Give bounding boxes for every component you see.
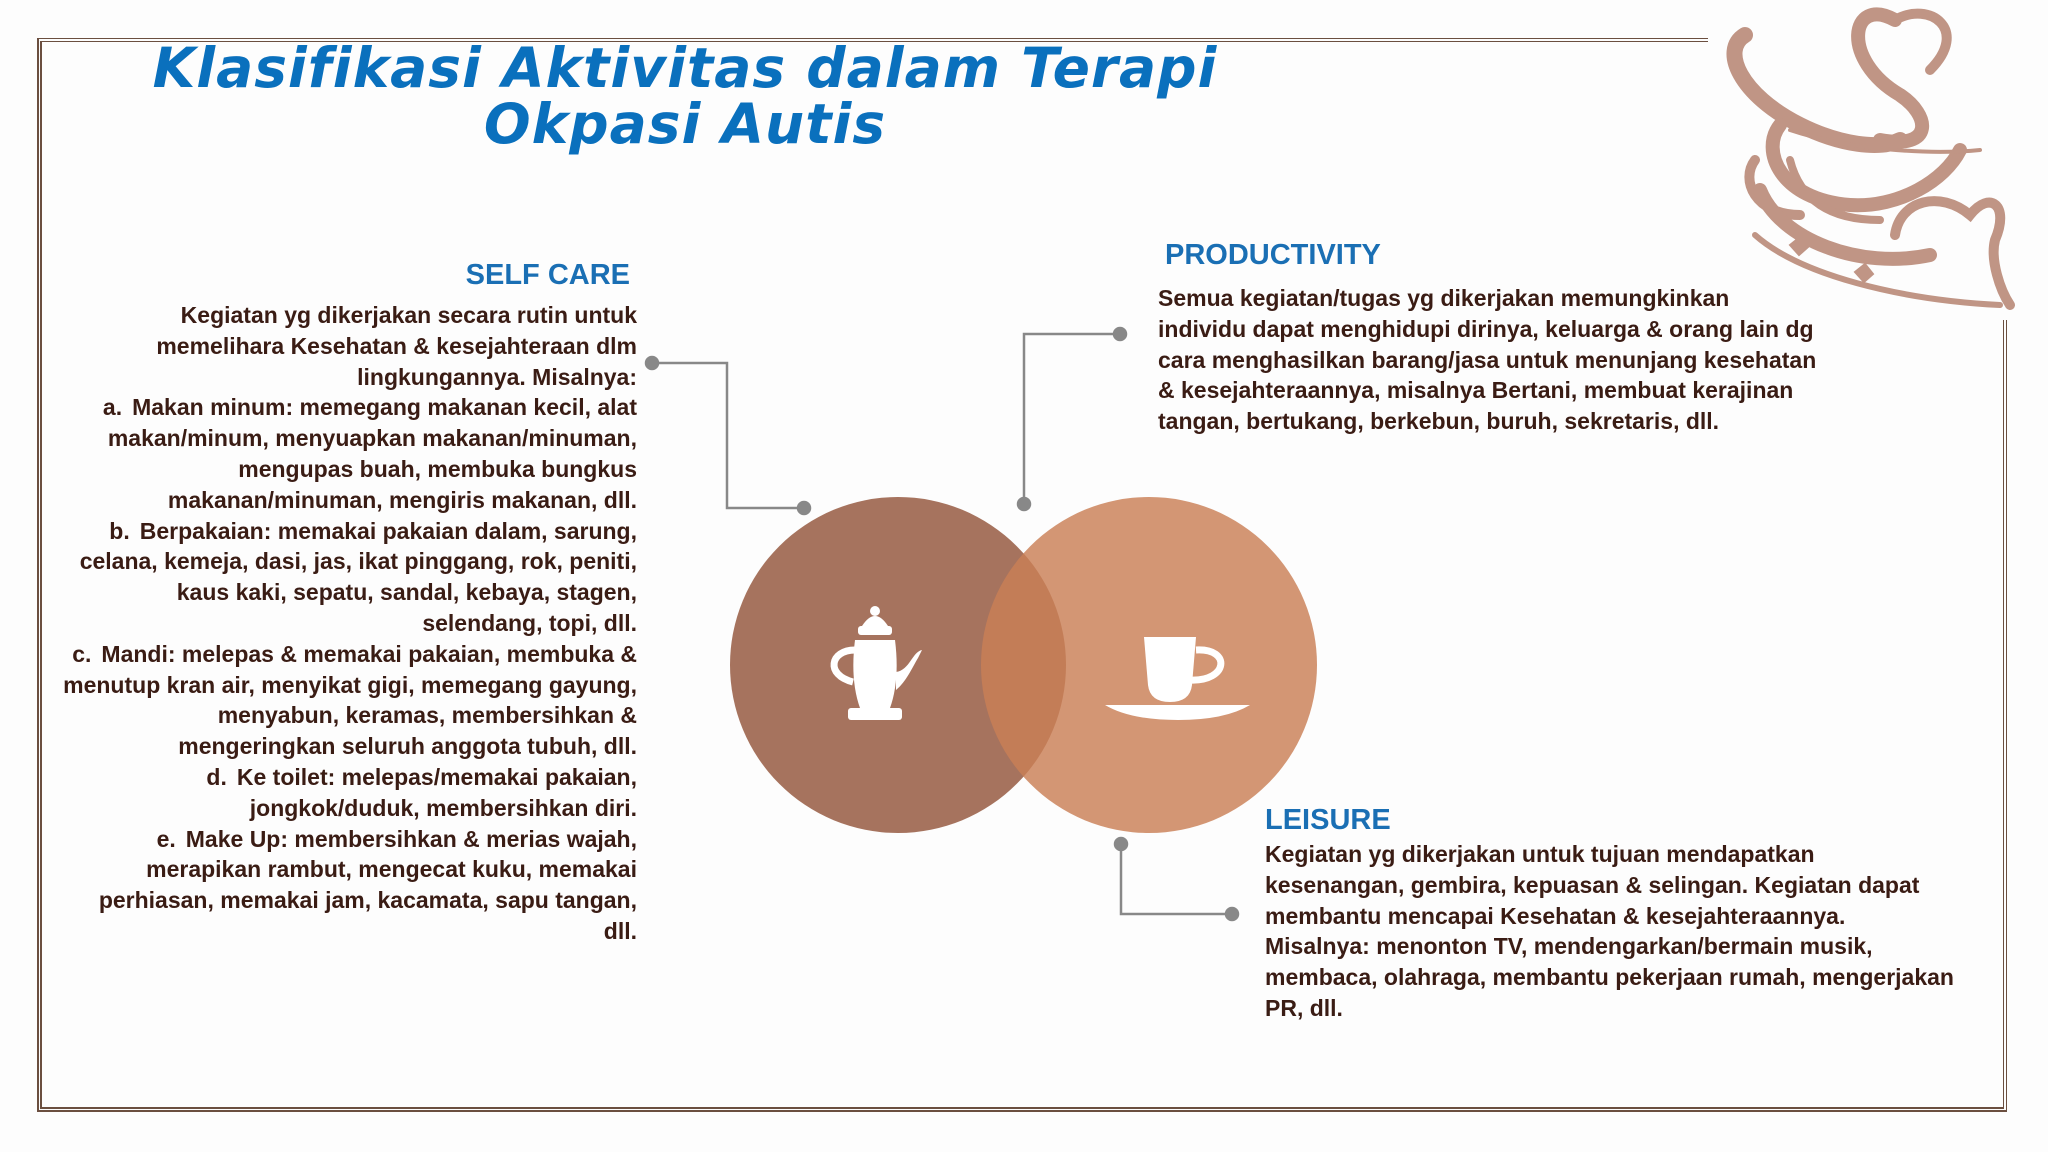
- productivity-heading: PRODUCTIVITY: [1165, 239, 1381, 271]
- list-marker: d.: [206, 763, 227, 790]
- self-care-item-a: [60, 392, 637, 515]
- list-item-text: Mandi: melepas & memakai pakaian, membuka & menutup kran air, menyikat gigi, memegang gayung, menyabun, keramas, membersihkan & mengeringkan seluruh anggota tubuh, dll.: [63, 640, 637, 760]
- list-item-text: Make Up: membersihkan & merias wajah, merapikan rambut, mengecat kuku, memakai perhiasan, memakai jam, kacamata, sapu tangan, dll.: [98, 825, 637, 944]
- connector-self-care: [646, 357, 810, 514]
- list-marker: e.: [156, 825, 176, 852]
- leisure-heading: LEISURE: [1265, 804, 1391, 836]
- leisure-description: Kegiatan yg dikerjakan untuk tujuan mendapatkan kesenangan, gembira, kepuasan & selingan. Kegiatan dapat membantu mencapai Kesehatan & kesejahteraannya. Misalnya: menonton TV, mendengarkan/bermain musik, membaca, olahraga, membantu pekerjaan rumah, mengerjakan PR, dll.: [1265, 841, 1954, 1021]
- connector-productivity: [1018, 328, 1126, 510]
- self-care-item-d: [60, 762, 637, 824]
- coffee-cups-hearts-icon: [1734, 14, 2010, 305]
- list-item-text: Makan minum: memegang makanan kecil, alat makan/minum, menyuapkan makanan/minuman, mengupas buah, membuka bungkus makanan/minuman, mengiris makanan, dll.: [107, 394, 637, 513]
- list-marker: c.: [72, 640, 92, 667]
- connector-leisure: [1115, 838, 1238, 920]
- productivity-description: Semua kegiatan/tugas yg dikerjakan memungkinkan individu dapat menghidupi dirinya, keluarga & orang lain dg cara menghasilkan barang/jasa untuk menunjang kesehatan & kesejahteraannya, misalnya Bertani, membuat kerajinan tangan, bertukang, berkebun, buruh, sekretaris, dll.: [1158, 285, 1817, 435]
- self-care-description: [60, 300, 637, 947]
- list-item-text: Ke toilet: melepas/memakai pakaian, jongkok/duduk, membersihkan diri.: [236, 763, 637, 821]
- list-item-text: Berpakaian: memakai pakaian dalam, sarung, celana, kemeja, dasi, jas, ikat pinggang, rok, peniti, kaus kaki, sepatu, sandal, kebaya, stagen, selendang, topi, dll.: [79, 517, 637, 636]
- self-care-heading: SELF CARE: [465, 259, 630, 291]
- self-care-intro: Kegiatan yg dikerjakan secara rutin untuk memelihara Kesehatan & kesejahteraan dlm lingkungannya. Misalnya:: [156, 302, 637, 390]
- page-title: Klasifikasi Aktivitas dalam Terapi Okpasi Autis: [152, 36, 1218, 156]
- list-marker: b.: [109, 517, 130, 544]
- self-care-item-c: [60, 639, 637, 762]
- list-marker: a.: [102, 394, 123, 421]
- self-care-item-b: [60, 516, 637, 639]
- self-care-item-e: [60, 824, 637, 947]
